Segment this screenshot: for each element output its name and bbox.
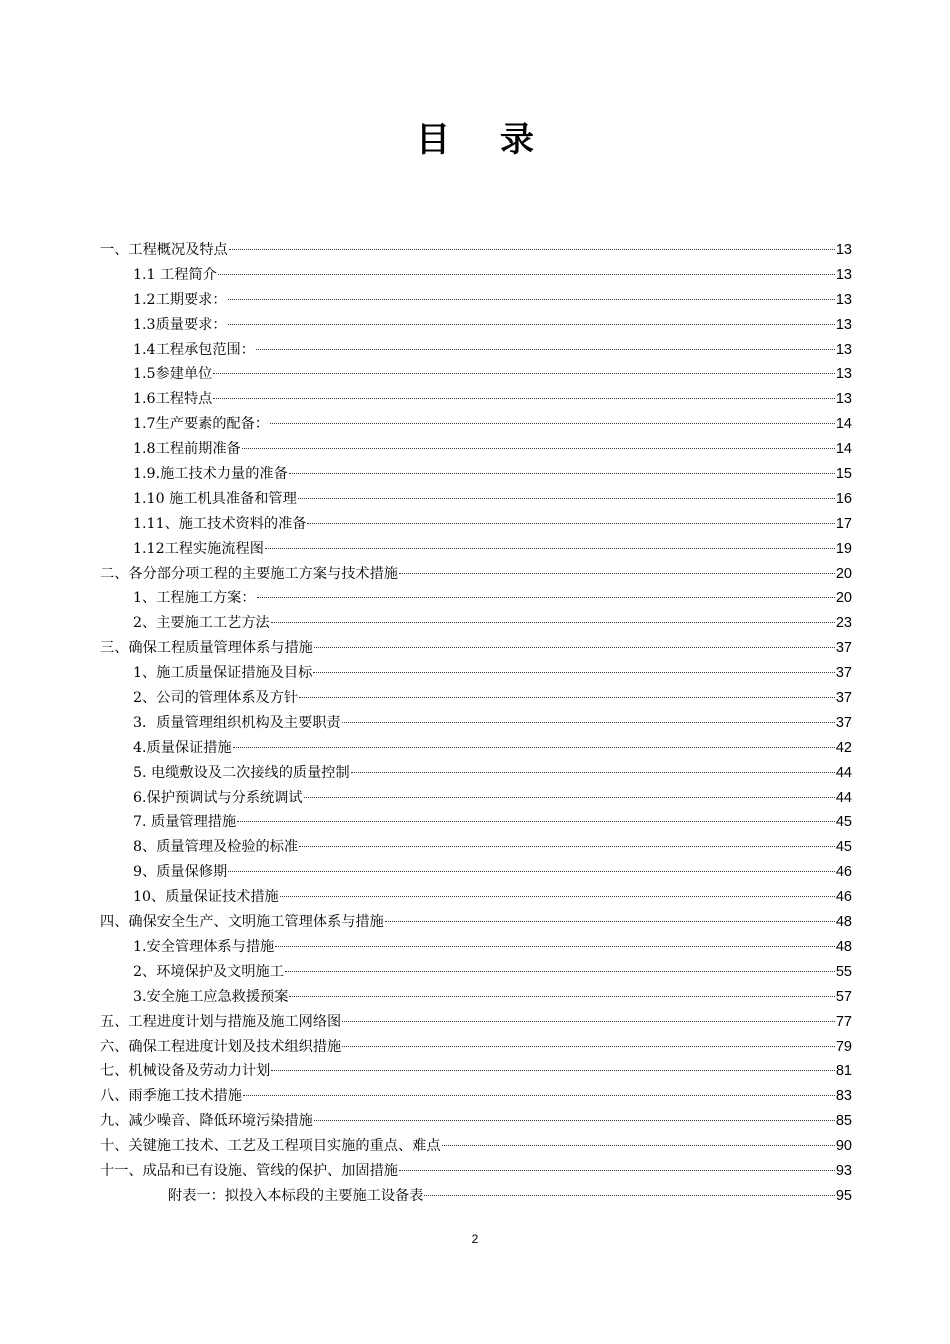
toc-entry[interactable] [100,412,852,437]
dot-leader [228,871,835,872]
toc-entry-label: 2、主要施工工艺方法 [133,615,270,632]
toc-entry[interactable] [100,611,852,636]
toc-entry-page: 13 [835,242,852,258]
toc-entry-label: 1.2工期要求： [133,291,227,308]
dot-leader [228,299,835,300]
dot-leader [257,597,835,598]
dot-leader [218,274,835,275]
toc-entry-page: 17 [835,515,852,532]
toc-entry-label: 二、各分部分项工程的主要施工方案与技术措施 [100,565,398,582]
toc-entry[interactable] [100,686,852,711]
toc-entry-label: 1、工程施工方案： [133,590,256,607]
toc-entry[interactable] [100,313,852,338]
dot-leader [424,1195,834,1196]
dot-leader [314,1120,835,1121]
dot-leader [265,548,835,549]
toc-entry-label: 1.6工程特点 [133,391,213,408]
toc-entry-page: 14 [835,441,852,458]
toc-entry-label: 1.4工程承包范围： [133,341,255,358]
toc-entry[interactable] [100,562,852,587]
toc-entry[interactable] [100,810,852,835]
toc-entry-page: 83 [835,1088,852,1105]
dot-leader [442,1145,835,1146]
dot-leader [213,398,835,399]
toc-entry-page: 37 [835,690,852,707]
toc-entry-page: 90 [835,1138,852,1155]
toc-entry[interactable] [100,636,852,661]
toc-entry-page: 42 [835,739,852,756]
toc-entry-label: 6.保护预调试与分系统调试 [133,789,303,806]
toc-entry-page: 46 [835,864,852,881]
toc-entry-page: 13 [835,366,852,383]
dot-leader [342,1046,835,1047]
toc-entry-page: 45 [835,814,852,831]
dot-leader [385,921,835,922]
toc-entry[interactable] [100,960,852,985]
toc-entry[interactable] [100,860,852,885]
dot-leader [285,971,835,972]
toc-entry[interactable] [100,362,852,387]
toc-entry[interactable] [100,238,852,263]
toc-entry-label: 1、施工质量保证措施及目标 [133,665,313,682]
toc-entry-page: 44 [835,764,852,781]
toc-entry[interactable] [100,736,852,761]
toc-entry-page: 48 [835,914,852,931]
toc-entry[interactable] [100,910,852,935]
dot-leader [399,1170,835,1171]
toc-entry-label: 三、确保工程质量管理体系与措施 [100,640,313,657]
dot-leader [229,249,835,250]
toc-entry-label: 1.5参建单位 [133,366,213,383]
toc-entry-label: 四、确保安全生产、文明施工管理体系与措施 [100,914,384,931]
page-number: 2 [471,1232,479,1246]
toc-entry-page: 95 [835,1187,852,1204]
toc-entry[interactable] [100,761,852,786]
toc-entry-page: 15 [835,466,852,483]
toc-entry[interactable] [100,537,852,562]
toc-entry-label: 4.质量保证措施 [133,739,232,756]
toc-entry-label: 1.安全管理体系与措施 [133,938,275,955]
toc-entry-page: 13 [835,341,852,358]
dot-leader [242,448,835,449]
dot-leader [313,672,835,673]
toc-entry-label: 2、环境保护及文明施工 [133,963,284,980]
dot-leader [271,622,835,623]
toc-entry-page: 44 [835,789,852,806]
dot-leader [289,996,834,997]
toc-entry-label: 一、工程概况及特点 [100,242,228,258]
toc-entry-label: 3.安全施工应急救援预案 [133,988,289,1005]
toc-entry-label: 七、机械设备及劳动力计划 [100,1063,271,1080]
toc-entry[interactable] [100,935,852,960]
toc-entry[interactable] [100,288,852,313]
toc-entry-label: 1.12工程实施流程图 [133,540,264,557]
dot-leader [304,797,835,798]
dot-leader [213,373,835,374]
toc-entry[interactable] [100,387,852,412]
toc-entry-label: 1.7生产要素的配备： [133,416,270,433]
toc-entry-page: 85 [835,1113,852,1130]
toc-entry-label: 九、减少噪音、降低环境污染措施 [100,1113,313,1130]
toc-entry-page: 37 [835,640,852,657]
toc-entry-page: 48 [835,938,852,955]
toc-entry-page: 79 [835,1038,852,1055]
dot-leader [270,423,835,424]
dot-leader [299,846,835,847]
toc-entry-page: 14 [835,416,852,433]
toc-entry[interactable] [100,1134,852,1159]
toc-entry[interactable] [100,263,852,288]
toc-entry[interactable] [100,512,852,537]
toc-entry[interactable] [100,985,852,1010]
toc-entry-page: 81 [835,1063,852,1080]
toc-entry-page: 77 [835,1013,852,1030]
toc-entry-label: 1.9.施工技术力量的准备 [133,466,288,483]
dot-leader [342,722,835,723]
dot-leader [399,573,835,574]
toc-entry-label: 10、质量保证技术措施 [133,889,279,906]
toc-entry-page: 13 [835,316,852,333]
dot-leader [275,946,835,947]
toc-entry-page: 13 [835,291,852,308]
toc-entry-page: 37 [835,665,852,682]
toc-entry-label: 5. 电缆敷设及二次接线的质量控制 [133,764,350,781]
toc-entry-page: 13 [835,391,852,408]
toc-entry[interactable] [100,586,852,611]
toc-entry-label: 十、关键施工技术、工艺及工程项目实施的重点、难点 [100,1138,441,1155]
toc-entry[interactable] [100,1035,852,1060]
dot-leader [243,1095,835,1096]
dot-leader [298,498,835,499]
dot-leader [237,821,835,822]
toc-entry[interactable] [100,786,852,811]
dot-leader [314,647,835,648]
toc-entry-label: 附表一：拟投入本标段的主要施工设备表 [168,1187,424,1204]
toc-entry-label: 1.10 施工机具准备和管理 [133,490,297,507]
toc-entry[interactable] [100,1184,852,1209]
toc-entry-label: 1.1 工程简介 [133,266,217,283]
toc-entry[interactable] [100,338,852,363]
toc-entry[interactable] [100,487,852,512]
toc-entry-label: 十一、成品和已有设施、管线的保护、加固措施 [100,1162,398,1179]
toc-entry[interactable] [100,1109,852,1134]
toc-entry-label: 2、公司的管理体系及方针 [133,690,299,707]
dot-leader [299,697,835,698]
toc-entry-page: 16 [835,490,852,507]
dot-leader [289,473,835,474]
toc-entry-page: 45 [835,839,852,856]
toc-entry[interactable] [100,1159,852,1184]
dot-leader [256,349,835,350]
table-of-contents [100,238,852,1209]
toc-entry-label: 1.8工程前期准备 [133,441,241,458]
toc-entry[interactable] [100,711,852,736]
toc-entry-label: 1.11、施工技术资料的准备 [133,515,307,532]
toc-entry-label: 1.3质量要求： [133,316,227,333]
toc-entry-label: 3．质量管理组织机构及主要职责 [133,714,341,731]
dot-leader [233,747,835,748]
dot-leader [342,1021,835,1022]
toc-entry-label: 8、质量管理及检验的标准 [133,839,299,856]
toc-entry-page: 93 [835,1162,852,1179]
toc-entry[interactable] [100,885,852,910]
toc-entry-label: 六、确保工程进度计划及技术组织措施 [100,1038,342,1055]
toc-entry[interactable] [100,462,852,487]
toc-entry[interactable] [100,1010,852,1035]
dot-leader [280,896,835,897]
toc-entry[interactable] [100,661,852,686]
dot-leader [351,772,835,773]
dot-leader [228,324,835,325]
toc-entry-page: 23 [835,615,852,632]
toc-entry-label: 五、工程进度计划与措施及施工网络图 [100,1013,342,1030]
toc-entry-page: 46 [835,889,852,906]
toc-entry-page: 57 [835,988,852,1005]
toc-entry-page: 20 [835,565,852,582]
dot-leader [307,523,834,524]
toc-entry-label: 八、雨季施工技术措施 [100,1088,242,1105]
toc-entry-label: 7. 质量管理措施 [133,814,237,831]
toc-entry[interactable] [100,1084,852,1109]
toc-entry[interactable] [100,437,852,462]
toc-entry[interactable] [100,1059,852,1084]
toc-entry-page: 55 [835,963,852,980]
toc-entry-page: 19 [835,540,852,557]
page-title: 目录 [416,120,584,160]
toc-entry-page: 37 [835,714,852,731]
toc-entry[interactable] [100,835,852,860]
toc-entry-page: 20 [835,590,852,607]
toc-entry-page: 13 [835,266,852,283]
dot-leader [271,1070,835,1071]
toc-entry-label: 9、质量保修期 [133,864,228,881]
